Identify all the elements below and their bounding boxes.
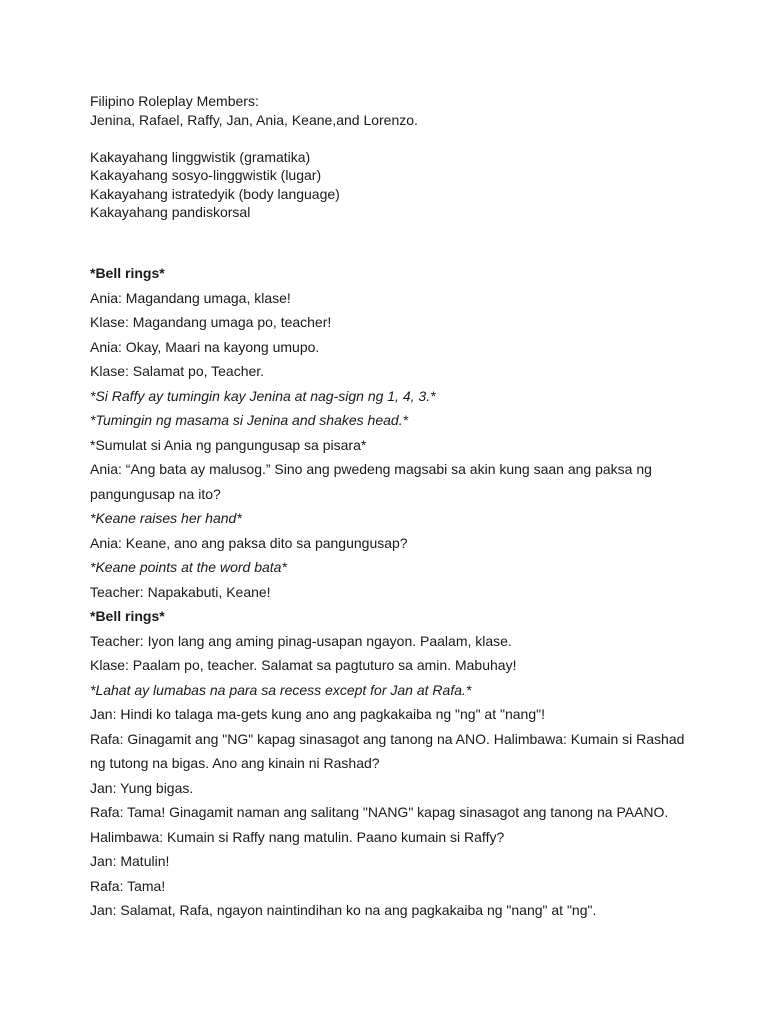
header-block xyxy=(90,92,730,222)
competency-item: Kakayahang sosyo-linggwistik (lugar) xyxy=(90,167,322,183)
scene-cue: *Bell rings* xyxy=(90,265,165,281)
dialogue-line: ng tutong na bigas. Ano ang kinain ni Rashad? xyxy=(90,755,380,771)
stage-direction: *Keane raises her hand* xyxy=(90,510,242,526)
dialogue-line: Jan: Yung bigas. xyxy=(90,779,194,796)
dialogue-line: Halimbawa: Kumain si Raffy nang matulin. Paano kumain si Raffy? xyxy=(90,828,505,845)
dialogue-line: Jan: Hindi ko talaga ma-gets kung ano ang pagkakaiba ng "ng" at "nang"! xyxy=(90,706,545,722)
roleplay-title: Filipino Roleplay Members: xyxy=(90,93,259,109)
scene-cue: *Bell rings* xyxy=(90,608,165,624)
dialogue-line: Ania: Okay, Maari na kayong umupo. xyxy=(90,338,320,355)
competency-item: Kakayahang istratedyik (body language) xyxy=(90,185,340,202)
dialogue-line: Klase: Paalam po, teacher. Salamat sa pagtuturo sa amin. Mabuhay! xyxy=(90,657,517,673)
competency-item: Kakayahang linggwistik (gramatika) xyxy=(90,148,311,165)
stage-direction: *Keane points at the word bata* xyxy=(90,559,287,575)
dialogue-line: Rafa: Tama! xyxy=(90,877,166,894)
dialogue-line: pangungusap na ito? xyxy=(90,485,221,502)
dialogue-line: Teacher: Napakabuti, Keane! xyxy=(90,583,271,600)
competency-item: Kakayahang pandiskorsal xyxy=(90,204,251,220)
dialogue-line: Teacher: Iyon lang ang aming pinag-usapan ngayon. Paalam, klase. xyxy=(90,632,512,649)
dialogue-script xyxy=(90,261,690,923)
dialogue-line: Ania: Keane, ano ang paksa dito sa pangungusap? xyxy=(90,534,408,551)
dialogue-line: Jan: Matulin! xyxy=(90,853,170,869)
dialogue-line: *Sumulat si Ania ng pangungusap sa pisara* xyxy=(90,436,367,453)
members-list: Jenina, Rafael, Raffy, Jan, Ania, Keane,and Lorenzo. xyxy=(90,111,418,128)
stage-direction: *Lahat ay lumabas na para sa recess except for Jan at Rafa.* xyxy=(90,681,472,698)
dialogue-line: Jan: Salamat, Rafa, ngayon naintindihan ko na ang pagkakaiba ng "nang" at "ng". xyxy=(90,902,597,918)
spacer xyxy=(90,129,730,148)
dialogue-line: Rafa: Ginagamit ang "NG" kapag sinasagot ang tanong na ANO. Halimbawa: Kumain si Rashad xyxy=(90,730,685,747)
dialogue-line: Klase: Magandang umaga po, teacher! xyxy=(90,314,332,330)
dialogue-line: Rafa: Tama! Ginagamit naman ang salitang "NANG" kapag sinasagot ang tanong na PAANO. xyxy=(90,804,669,820)
dialogue-line: Ania: Magandang umaga, klase! xyxy=(90,289,291,306)
dialogue-line: Klase: Salamat po, Teacher. xyxy=(90,363,265,379)
stage-direction: *Tumingin ng masama si Jenina and shakes head.* xyxy=(90,412,409,428)
dialogue-line: Ania: “Ang bata ay malusog.” Sino ang pwedeng magsabi sa akin kung saan ang paksa ng xyxy=(90,461,652,477)
stage-direction: *Si Raffy ay tumingin kay Jenina at nag-sign ng 1, 4, 3.* xyxy=(90,387,436,404)
